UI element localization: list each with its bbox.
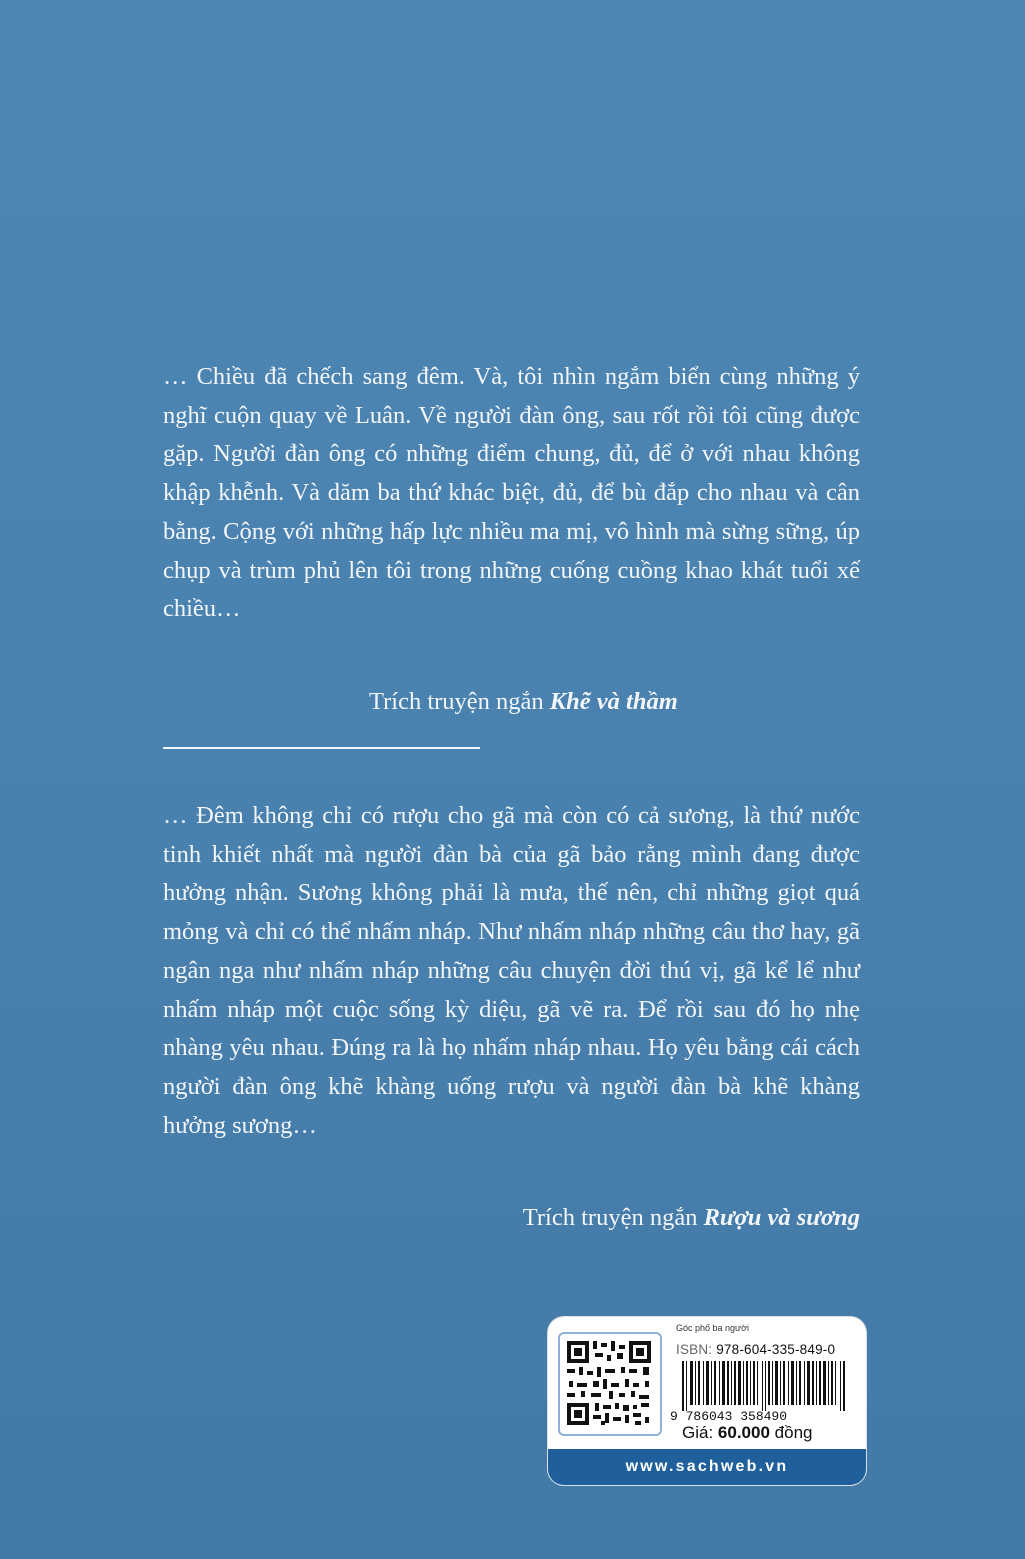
attribution-prefix: Trích truyện ngắn [369,688,544,715]
excerpt-2-text: … Đêm không chỉ có rượu cho gã mà còn có cả sương, là thứ nước tinh khiết nhất mà người đàn bà của gã bảo rằng mình đang được hưởng nhận. Sương không phải là mưa, thế nên, chỉ những giọt quá mỏng và chỉ có thể nhấm nháp. Như nhấm nháp những câu thơ hay, gã ngân nga như nhấm nháp những câu chuyện đời thú vị, gã kể lể như nhấm nháp một cuộc sống kỳ diệu, gã vẽ ra. Để rồi sau đó họ nhẹ nhàng yêu nhau. Đúng ra là họ nhấm nháp nhau. Họ yêu bằng cái cách người đàn ông khẽ khàng uống rượu và người đàn bà khẽ khàng hưởng sương… [163,802,860,1139]
excerpt-1-text: … Chiều đã chếch sang đêm. Và, tôi nhìn ngắm biển cùng những ý nghĩ cuộn quay về Luân. Về người đàn ông, sau rốt rồi tôi cũng được gặp. Người đàn ông có những điểm chung, đủ, để ở với nhau không khập khễnh. Và dăm ba thứ khác biệt, đủ, để bù đắp cho nhau và cân bằng. Cộng với những hấp lực nhiều ma mị, vô hình mà sừng sững, úp chụp và trùm phủ lên tôi trong những cuống cuồng khao khát tuổi xế chiều… [163,363,860,623]
book-title-small: Góc phố ba người [676,1323,749,1333]
isbn-line [676,1342,835,1357]
qr-code-icon[interactable] [558,1332,662,1436]
story-title: Khẽ và thầm [549,688,678,715]
excerpt-2-attribution [523,1204,860,1232]
excerpt-1 [163,358,860,629]
story-title: Rượu và sương [703,1204,860,1231]
price-value: 60.000 [717,1423,770,1442]
excerpt-2 [163,797,860,1145]
isbn-number: 978-604-335-849-0 [716,1342,836,1357]
price-line [682,1423,812,1443]
website-link[interactable]: www.sachweb.vn [548,1449,866,1485]
barcode-digits: 9 786043 358490 [670,1409,788,1423]
price-label: Giá: [682,1423,714,1442]
excerpt-1-attribution [369,688,678,716]
section-divider [163,747,480,749]
barcode-sticker [548,1317,866,1485]
isbn-label: ISBN: [676,1342,713,1357]
attribution-prefix: Trích truyện ngắn [522,1204,698,1231]
price-currency: đồng [774,1423,813,1442]
barcode-icon [668,1361,860,1423]
